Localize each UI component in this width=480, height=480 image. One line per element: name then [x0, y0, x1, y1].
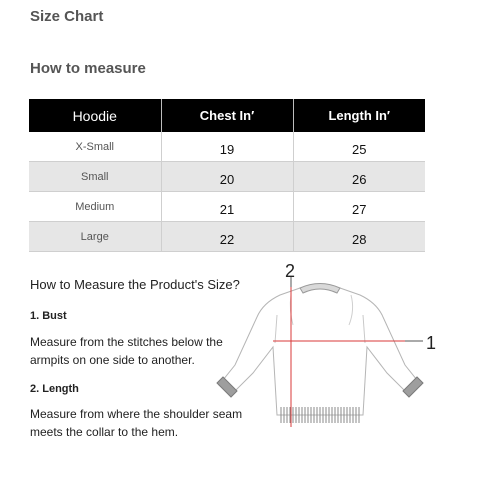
length-cell [293, 162, 425, 192]
length-cell [293, 192, 425, 222]
length-value: 26 [352, 172, 367, 187]
measure-guide-heading: How to Measure the Product's Size? [30, 277, 240, 292]
hem-rib [281, 407, 359, 423]
chest-value: 19 [219, 142, 235, 157]
table-header-row [29, 99, 425, 132]
page-title: Size Chart [30, 8, 104, 25]
chest-cell [161, 132, 293, 162]
bust-marker: 1 [426, 333, 437, 353]
length-title: 2. Length [30, 383, 79, 395]
table-row [29, 222, 425, 252]
size-cell: Large [29, 222, 161, 252]
hoodie-illustration [205, 255, 450, 435]
section-title: How to measure [30, 60, 146, 77]
length-value: 25 [352, 142, 367, 157]
header-hoodie: Hoodie [29, 99, 161, 132]
chest-value: 20 [219, 172, 235, 187]
size-cell: X-Small [29, 132, 161, 162]
length-cell [293, 222, 425, 252]
table-row [29, 192, 425, 222]
header-length: Length In′ [293, 99, 425, 132]
length-value: 27 [352, 202, 367, 217]
chest-value: 22 [219, 232, 235, 247]
size-cell: Medium [29, 192, 161, 222]
hoodie-measurement-diagram [205, 255, 450, 435]
chest-cell [161, 192, 293, 222]
table-row [29, 162, 425, 192]
chest-cell [161, 222, 293, 252]
chest-cell [161, 162, 293, 192]
length-cell [293, 132, 425, 162]
size-cell: Small [29, 162, 161, 192]
length-value: 28 [352, 232, 367, 247]
sweater-outline [219, 288, 421, 415]
length-description: Measure from where the shoulder seam meets the collar to the hem. [30, 407, 243, 439]
bust-title: 1. Bust [30, 310, 67, 322]
header-chest: Chest In′ [161, 99, 293, 132]
table-row [29, 132, 425, 162]
size-table [29, 99, 425, 252]
length-marker: 2 [285, 261, 296, 281]
chest-value: 21 [219, 202, 235, 217]
bust-description: Measure from the stitches below the armpits on one side to another. [30, 335, 223, 367]
